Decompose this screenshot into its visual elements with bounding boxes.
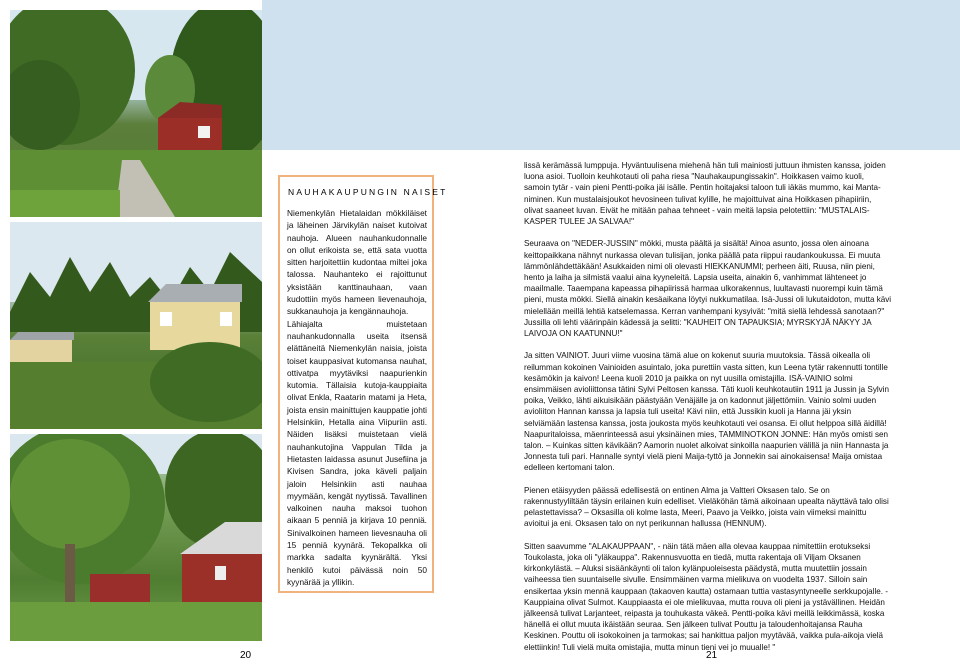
body-paragraph: lissä kerämässä lumppuja. Hyväntuulisena miehenä hän tuli mainiosti juttuun ihmisten kanssa, joiden luona asioi. Tuolloin keuhkotauti oli paha riesa "Nauhakaupungissakin". Hoikkasen vaimo kuoli, samoin tytär - vain pieni Pentti-poika jäi isälle. Pentin hoitajaksi taloon tuli iäkäs mummo, kai Manta-niminen. Kun mustalaisjoukot hevosineen tulivat kylille, he majoittuivat aina Hoikkasen pihapiiriin, olivat saaneet luvan. Eivät he mitään pahaa tehneet - vain meitä lapsia pelotettiin: "MUSTALAIS-KASPER TULEE JA SALVAA!": [524, 161, 886, 227]
photo-yellow-house: [10, 222, 262, 429]
intro-paragraph: Niemenkylän Hietalaidan mökkiläiset ja läheinen Järvikylän naiset kutoivat nauhoja. Alueen nauhankudonnalle on ollut erikoista se, että sata vuotta sitten harjoitettiin kudontaa miltei joka talossa. Nauhanteko ei rajoittunut yksistään kanttinauhaan, vaan kudottiin myös hameen lievenauhoja, sukkanauhoja ja kengännauhoja.: [287, 208, 427, 317]
photo-red-cottage-path: [10, 10, 262, 217]
decorative-blue-band: [262, 0, 960, 150]
body-paragraph: Pienen etäisyyden päässä edellisestä on entinen Alma ja Valtteri Oksasen talo. Se on rakennustyyliltään täysin erilainen kuin edelliset. Vieläköhän tämä aikoinaan upealta näyttävä talo olisi pelastettavissa? – Oksasilla oli kolme lasta, Meeri, Paavo ja Veikko, joista vain viimeksi mainittu avioitui ja eni. Oksasen talo on nyt perikunnan hallussa (HENNUM).: [524, 485, 889, 529]
body-paragraph: Ja sitten VAINIOT. Juuri viime vuosina tämä alue on kokenut suuria muutoksia. Tässä oikealla oli reilumman kokoinen Vainioiden asuintalo, joka purettiin vasta sitten, kun Leena tytär rakennutti tontille kesämökin ja kaivon! Leena kuoli 2010 ja paikka on nyt uusilla omistajilla. ISÄ-VAINIO solmi ensimmäisen avioliittonsa tätini Sylvi Peltosen kanssa. Täti kuoli keuhkotautiin 1911 ja Jussin ja Sylvin poika, Veikko, lähti aikuisikään päästyään Venäjälle ja on kadonnut jäljettömiin. Vainio solmi uuden avioliiton Hannan kanssa ja lapsia tuli useita! Kävi niin, että Jussikin kuoli ja Hanna jäi yksin selviämään lastensa kanssa, josta joukosta myös keuhkotauti vei osansa. Ei ollut helppoa sillä äidillä! Naapuritaloissa, mäenrinteessä asui yksinäinen mies, TAMMINOTKON JONNE: Hän myös omisti sen talon. – Kuinkas sitten kävikään? Aamorin nuolet alkoivat sinkoilla naapurien välillä ja niin Hannasta ja Jonnesta tuli pari. Hannalle syntyi vielä pieni Maija-tyttö ja Jonnekin sai ainokaisensa! Maija omistaa edelleen kertomani talon.: [524, 351, 890, 473]
intro-text: [287, 207, 427, 588]
intro-box: [278, 175, 448, 593]
page-number-right: 21: [706, 650, 718, 661]
intro-paragraph: Lähiajalta muistetaan nauhankudonnalla useita itsensä elättäneitä Niemenkylän naisia, joista toiset kauppasivat kutomansa nauhat, ottivatpa myytäviksi naapurienkin kutomia. Tällaisia kutoja-kauppiaita olivat Enkla, Raatarin matami ja Heta, joista ensin mainittujen kauppatie johti Helsinkiin, Hetalla aina Viipuriin asti. Näiden lisäksi muistetaan vielä nauhankutojina Vappulan Tilda ja Hietasten laidassa asunut Jusefiina ja Kivisen Sandra, joka käveli paljain jaloin Helsinkiin asti nauhaa myymään, kengät nyytissä. Tavallinen valkoinen nauha maksoi tuohon aikaan 5 penniä ja kirjava 10 penniä. Sinivalkoinen hameen lievesnauha oli 15 penniä kyynärä. Tekopalkka oli markka sadalta kyynärältä. Yksi henkilö kutoi päivässä noin 50 kyynärää ja yllikin.: [287, 318, 427, 587]
body-paragraph: Seuraava on "NEDER-JUSSIN" mökki, musta päältä ja sisältä! Ainoa asunto, jossa olen ainoana keittopaikkana nähnyt nurkassa olevan tulisijan, jonka päällä pata riippui raudankoukussa. Ei muuta lämmönlähdettäkään! Asukkaiden nimi oli olevasti HIEKKANUMMI; perheen äiti, Ruusa, niin pieni, hento ja laiha ja silmistä vaalui aina kyyneleitä. Lapsia useita, ainakin 6, vanhimmat lähteneet jo maailmalle. Taaempana kapeassa pihapiirissä harmaa ulkorakennus, luultavasti nuorempi kuin tämä pieni, musta mökki. Siellä ainakin kesäaikana löytyi nukkumatilaa. Isä-Jussi oli lukutaidoton, mutta kävi mielellään meillä lehtiä katselemassa. Kerran vanhempani kysyivät: "mitä siellä lehdessä sanotaan?" Jussilla oli lehti väärinpäin kädessä ja selitti: "KAUHEIT ON TAPAUKSIA; MYRSKYJÄ NÄKYY JA LAIVOJA ON KAATUNNU!": [524, 239, 892, 339]
body-paragraph: Sitten saavumme "ALAKAUPPAAN", - näin tätä mäen alla olevaa kauppaa nimitettiin erotukseksi Toukolasta, joka oli "yläkauppa". Rakennusvuotta en tiedä, mutta rakentaja oli Viljam Oksanen kirkonkylästä. – Aluksi sisäänkäynti oli talon kylänpuoleisesta päädystä, mutta muutettiin jossain vaiheessa tien suuntaiselle sivulle. Ensimmäinen varma mielikuva on vuodelta 1937. Silloin sain ensikertaa yksin mennä kauppaan (takaoven kautta) ostamaan tuttia vastasyntyneelle serkkupojalle. - Kauppiaina olivat Sulmot. Kauppiaasta ei ole mielikuvaa, mutta rouva oli pieni ja ystävällinen. Heidän jälkeensä tulivat Larjanteet, reipasta ja touhukasta väkeä. Pentti-poika kävi meillä leikkimässä, koska hänellä ei ollut muuta ikäistään seuraa. Sen jälkeen tulivat Pouttu ja taloudenhoitajansa Rauha Keskinen. Pouttu oli isokokoinen ja tarmokas; sai hankittua paljon myytävää, vaikka pula-aikoja vielä elettiinkin! Tuli vielä muita omistajia, mutta minun tieni vei jo muualle! ": [524, 541, 888, 652]
page-number-left: 20: [240, 650, 252, 661]
article-title: NAUHAKAUPUNGIN NAISET: [288, 187, 448, 197]
photo-red-sheds-tree: [10, 434, 262, 641]
body-text-column: [524, 160, 892, 664]
